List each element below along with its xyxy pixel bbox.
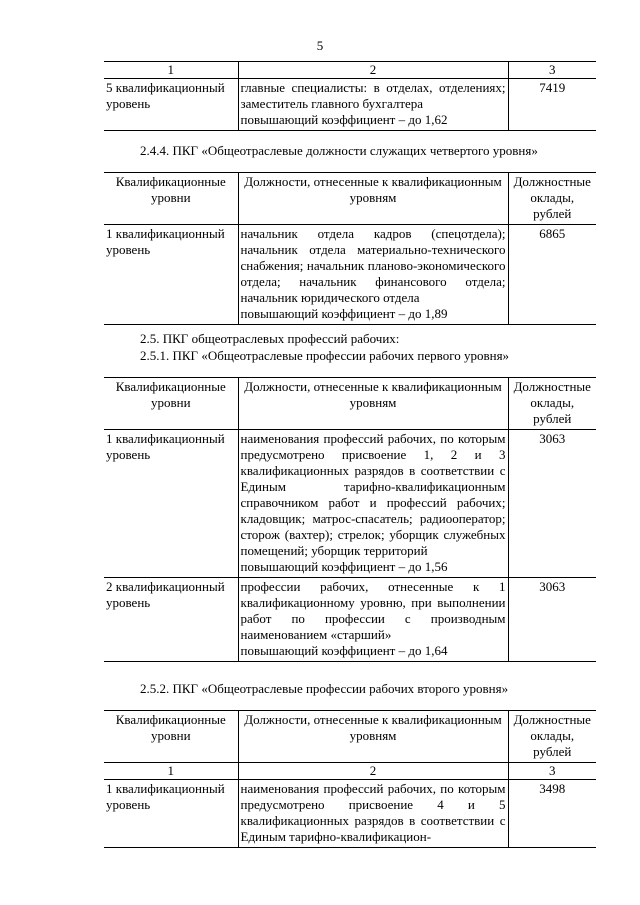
- table-header-row: [104, 173, 596, 225]
- column-number: 1: [104, 763, 238, 780]
- positions-text: наименования профессий рабочих, по которым предусмотрено присвоение 4 и 5 квалификационных разрядов в соответствии с Единым тарифно-квалификацион-: [240, 781, 506, 844]
- header-positions: Должности, отнесенные к квалификационным уровням: [238, 378, 508, 430]
- positions-text: начальник отдела кадров (спецотдела); начальник отдела материально-технического снабжения; начальник планово-экономического отдела; начальник финансового отдела; начальник юридического отдела: [240, 226, 506, 305]
- positions-cell: [238, 430, 508, 578]
- salary-cell: 3498: [508, 780, 596, 848]
- header-salaries: Должностные оклады, рублей: [508, 711, 596, 763]
- column-number: 1: [104, 62, 238, 79]
- header-positions: Должности, отнесенные к квалификационным уровням: [238, 711, 508, 763]
- level-cell: 1 квалификационный уровень: [104, 430, 238, 578]
- table-2-4-4: [104, 172, 596, 325]
- coefficient-text: повышающий коэффициент – до 1,89: [240, 306, 448, 321]
- column-number-row: [104, 763, 596, 780]
- table-row: [104, 225, 596, 325]
- header-salaries: Должностные оклады, рублей: [508, 173, 596, 225]
- table-row: [104, 578, 596, 662]
- section-title: 2.5.2. ПКГ «Общеотраслевые профессии рабочих второго уровня»: [140, 681, 509, 696]
- positions-cell: [238, 79, 508, 131]
- positions-cell: [238, 225, 508, 325]
- table-2-5-2: [104, 710, 596, 848]
- coefficient-text: повышающий коэффициент – до 1,56: [240, 559, 448, 574]
- table-row: [104, 79, 596, 131]
- level-cell: 5 квалификационный уровень: [104, 79, 238, 131]
- header-levels: Квалификационные уровни: [104, 378, 238, 430]
- section-subtitle: 2.5.1. ПКГ «Общеотраслевые профессии рабочих первого уровня»: [140, 348, 510, 363]
- positions-text: наименования профессий рабочих, по которым предусмотрено присвоение 1, 2 и 3 квалификационных разрядов в соответствии с Единым тарифно-квалификационным справочником работ и профессий рабочих; кладовщик; матрос-спасатель; радиооператор; сторож (вахтер); стрелок; уборщик служебных помещений; уборщик территорий: [240, 431, 506, 558]
- salary-cell: 6865: [508, 225, 596, 325]
- column-number: 3: [508, 763, 596, 780]
- column-number: 2: [238, 62, 508, 79]
- table-header-row: [104, 378, 596, 430]
- positions-cell: [238, 780, 508, 848]
- table-row: [104, 780, 596, 848]
- table-continued: [104, 61, 596, 131]
- level-cell: 1 квалификационный уровень: [104, 225, 238, 325]
- level-cell: 2 квалификационный уровень: [104, 578, 238, 662]
- table-2-5-1: [104, 377, 596, 662]
- table-header-row: [104, 711, 596, 763]
- table-row: [104, 430, 596, 578]
- coefficient-text: повышающий коэффициент – до 1,62: [240, 112, 448, 127]
- positions-text: профессии рабочих, отнесенные к 1 квалификационному уровню, при выполнении работ по профессии с производным наименованием «старший»: [240, 579, 506, 642]
- column-number: 2: [238, 763, 508, 780]
- header-levels: Квалификационные уровни: [104, 711, 238, 763]
- header-levels: Квалификационные уровни: [104, 173, 238, 225]
- positions-cell: [238, 578, 508, 662]
- column-number: 3: [508, 62, 596, 79]
- salary-cell: 3063: [508, 430, 596, 578]
- coefficient-text: повышающий коэффициент – до 1,64: [240, 643, 448, 658]
- salary-cell: 7419: [508, 79, 596, 131]
- salary-cell: 3063: [508, 578, 596, 662]
- page-number: 5: [316, 38, 324, 53]
- header-positions: Должности, отнесенные к квалификационным уровням: [238, 173, 508, 225]
- level-cell: 1 квалификационный уровень: [104, 780, 238, 848]
- section-title: 2.4.4. ПКГ «Общеотраслевые должности служащих четвертого уровня»: [140, 143, 538, 158]
- positions-text: главные специалисты: в отделах, отделениях; заместитель главного бухгалтера: [240, 80, 506, 111]
- column-number-row: [104, 62, 596, 79]
- section-title: 2.5. ПКГ общеотраслевых профессий рабочих:: [140, 331, 400, 346]
- header-salaries: Должностные оклады, рублей: [508, 378, 596, 430]
